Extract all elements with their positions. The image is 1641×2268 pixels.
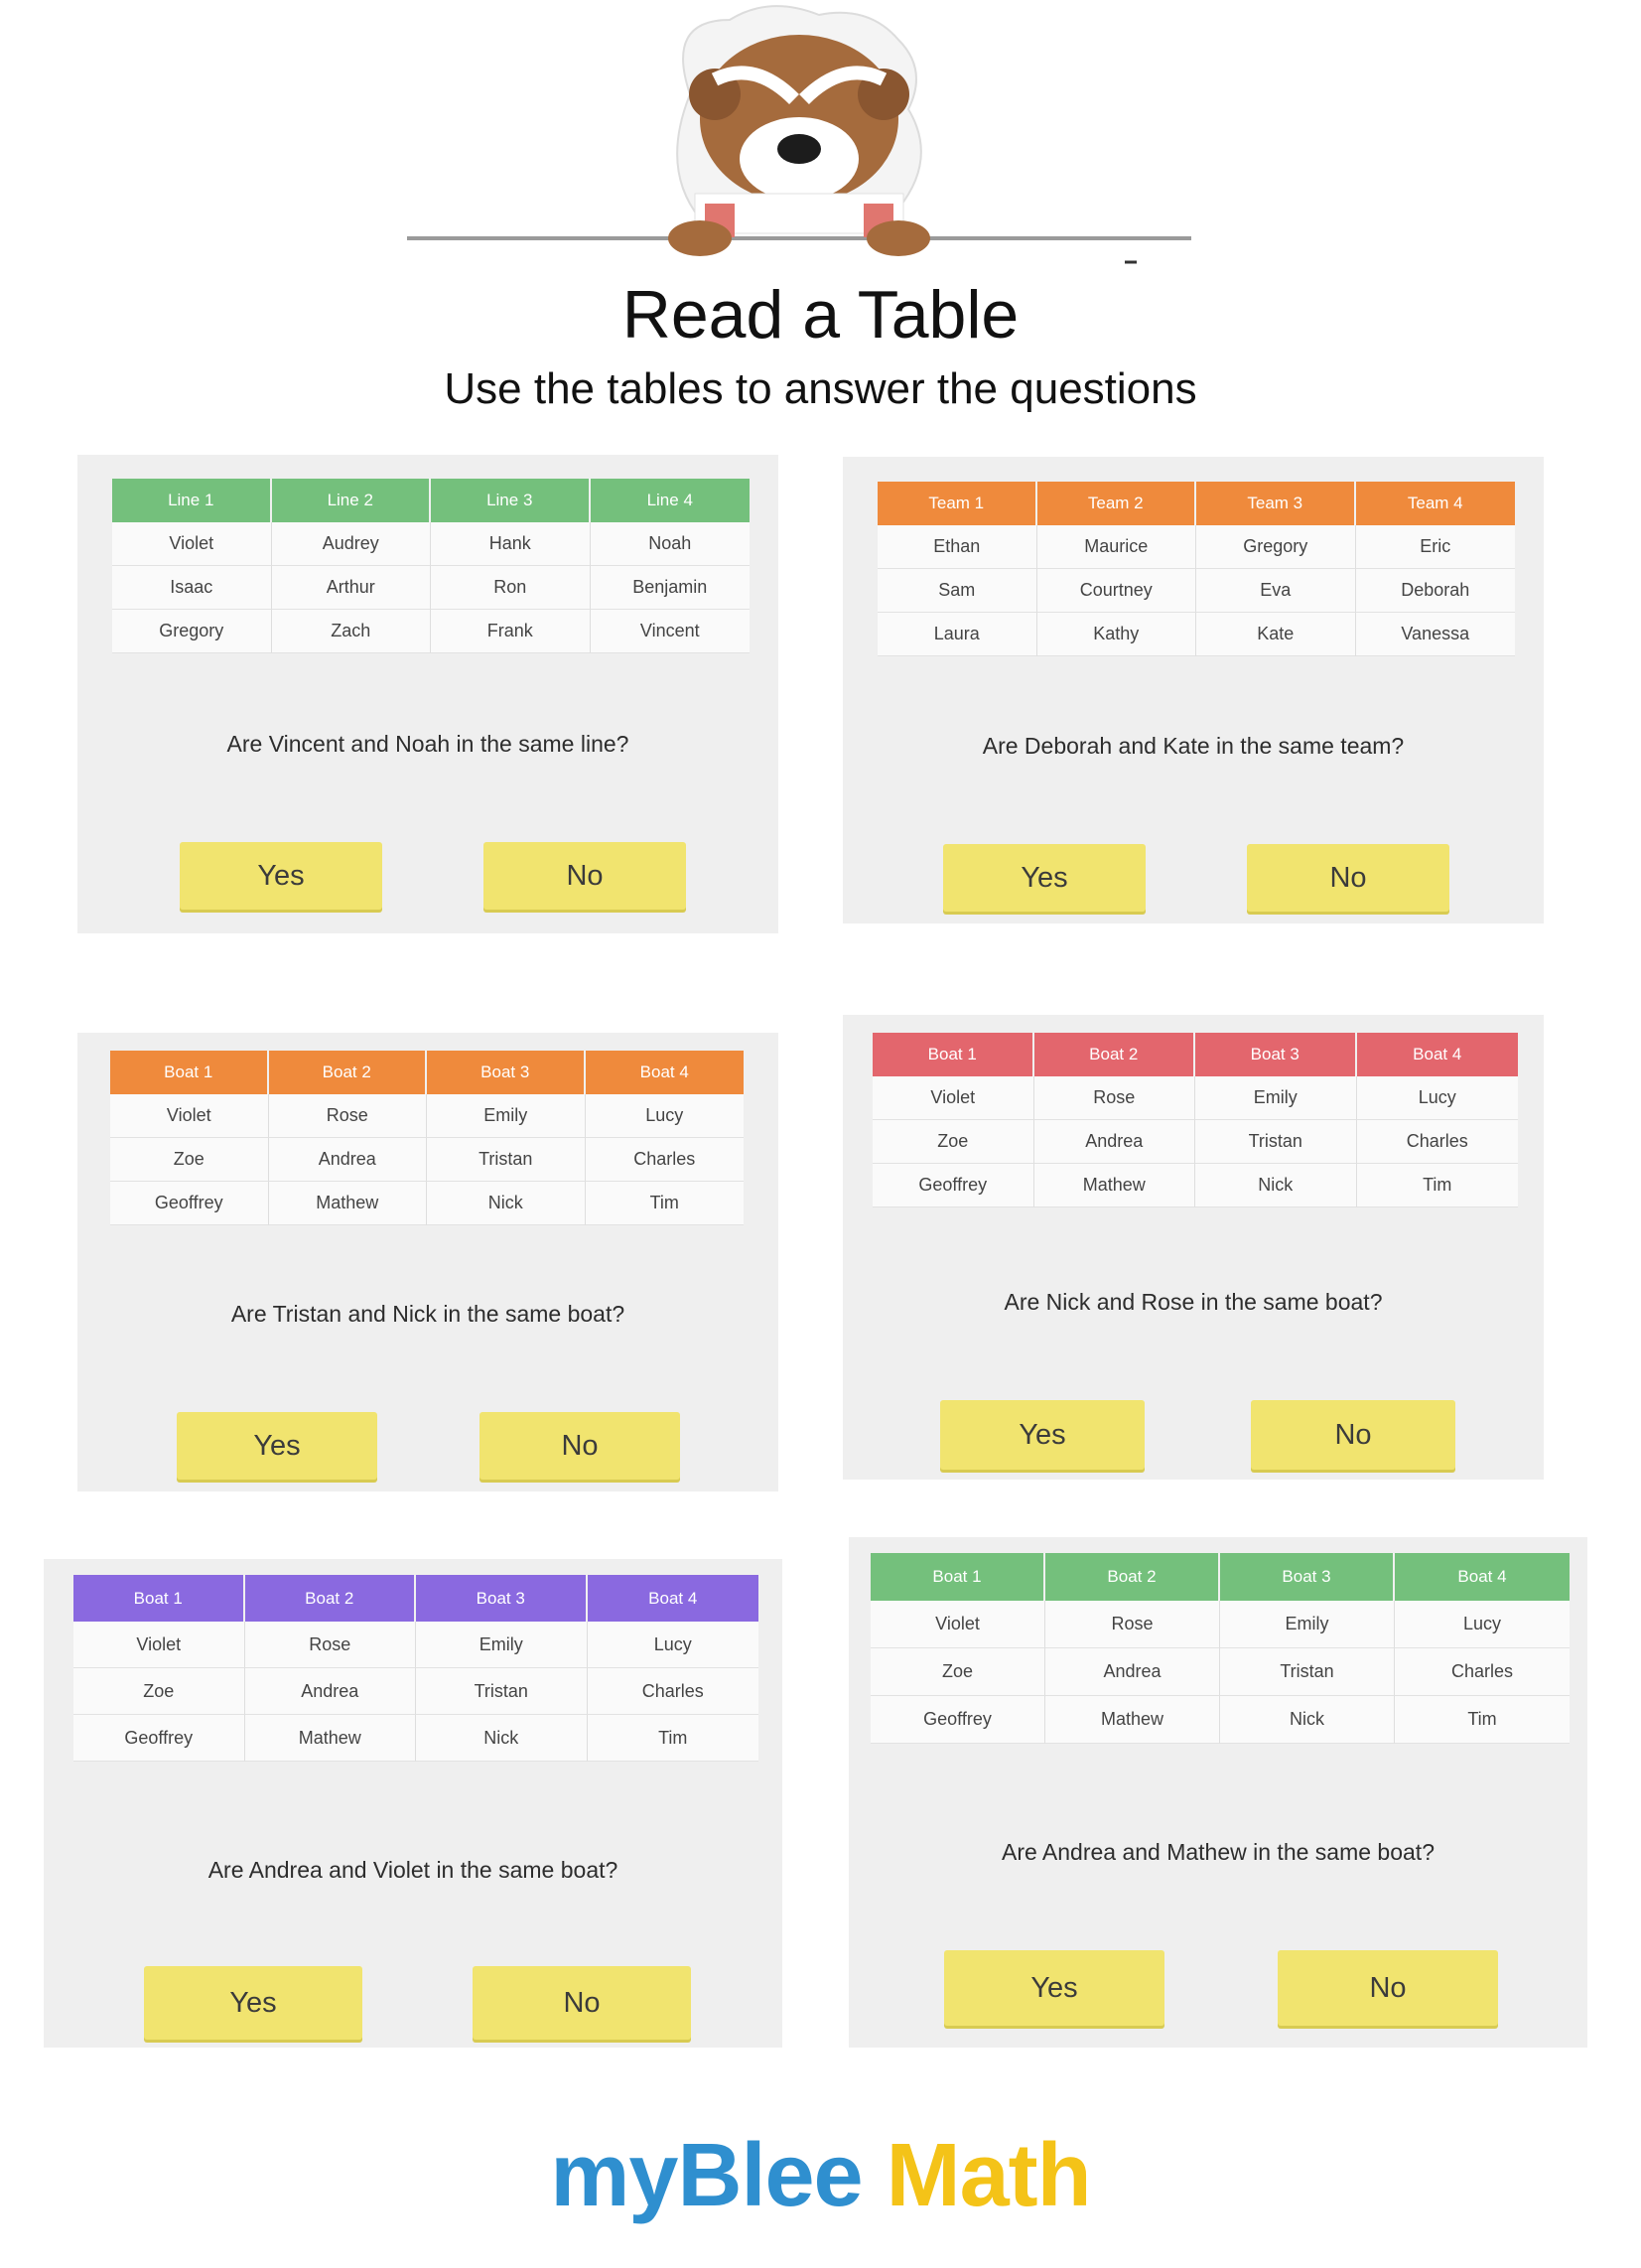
yes-button[interactable]: Yes	[180, 842, 382, 910]
brand-logo-myblee: myBlee	[550, 2126, 863, 2225]
table-cell: Violet	[871, 1601, 1045, 1648]
table-cell: Geoffrey	[110, 1182, 269, 1225]
table-cell: Nick	[1220, 1696, 1395, 1744]
table-header: Boat 3	[1220, 1553, 1395, 1601]
no-button[interactable]: No	[479, 1412, 680, 1480]
table-header: Boat 2	[1045, 1553, 1220, 1601]
table-cell: Nick	[427, 1182, 586, 1225]
table-cell: Mathew	[269, 1182, 428, 1225]
table-cell: Emily	[416, 1622, 588, 1668]
table-cell: Vincent	[591, 610, 751, 653]
table-cell: Benjamin	[591, 566, 751, 610]
table-header: Boat 3	[416, 1575, 588, 1622]
table-header: Boat 3	[1195, 1033, 1357, 1076]
question-text: Are Tristan and Nick in the same boat?	[230, 1301, 625, 1327]
table-cell: Zoe	[110, 1138, 269, 1182]
names-table	[110, 1051, 744, 1225]
table-cell: Arthur	[272, 566, 432, 610]
yes-button[interactable]: Yes	[940, 1400, 1145, 1470]
table-cell: Andrea	[1045, 1648, 1220, 1696]
table-cell: Rose	[1045, 1601, 1220, 1648]
table-cell: Lucy	[586, 1094, 745, 1138]
table-cell: Geoffrey	[871, 1696, 1045, 1744]
table-header: Boat 4	[1357, 1033, 1519, 1076]
table-header: Team 4	[1356, 482, 1516, 525]
table-cell: Ron	[431, 566, 591, 610]
table-cell: Gregory	[112, 610, 272, 653]
names-table	[112, 479, 750, 653]
no-button[interactable]: No	[1247, 844, 1449, 912]
table-cell: Vanessa	[1356, 613, 1516, 656]
yes-button[interactable]: Yes	[944, 1950, 1164, 2026]
table-cell: Charles	[1395, 1648, 1570, 1696]
table-cell: Mathew	[245, 1715, 417, 1762]
table-cell: Emily	[1195, 1076, 1357, 1120]
table-cell: Emily	[427, 1094, 586, 1138]
table-cell: Andrea	[245, 1668, 417, 1715]
table-header: Boat 3	[427, 1051, 586, 1094]
table-cell: Tim	[1357, 1164, 1519, 1207]
table-cell: Violet	[112, 522, 272, 566]
no-button[interactable]: No	[1251, 1400, 1455, 1470]
question-panel-2	[843, 457, 1544, 923]
table-cell: Noah	[591, 522, 751, 566]
table-cell: Violet	[73, 1622, 245, 1668]
brand-logo	[0, 2126, 1641, 2225]
table-cell: Lucy	[1357, 1076, 1519, 1120]
table-cell: Courtney	[1037, 569, 1197, 613]
table-cell: Eric	[1356, 525, 1516, 569]
table-cell: Tristan	[416, 1668, 588, 1715]
question-panel-5	[44, 1559, 782, 2048]
table-cell: Lucy	[1395, 1601, 1570, 1648]
table-cell: Zach	[272, 610, 432, 653]
table-header: Boat 1	[871, 1553, 1045, 1601]
table-cell: Tim	[1395, 1696, 1570, 1744]
table-cell: Lucy	[588, 1622, 759, 1668]
question-text: Are Vincent and Noah in the same line?	[226, 731, 629, 757]
table-cell: Geoffrey	[73, 1715, 245, 1762]
table-cell: Zoe	[73, 1668, 245, 1715]
question-text: Are Andrea and Violet in the same boat?	[207, 1857, 618, 1883]
table-cell: Maurice	[1037, 525, 1197, 569]
table-cell: Tristan	[1220, 1648, 1395, 1696]
table-header: Line 2	[272, 479, 432, 522]
table-cell: Isaac	[112, 566, 272, 610]
table-header: Boat 2	[269, 1051, 428, 1094]
question-text: Are Andrea and Mathew in the same boat?	[1001, 1839, 1435, 1865]
table-cell: Audrey	[272, 522, 432, 566]
table-cell: Andrea	[269, 1138, 428, 1182]
table-cell: Rose	[245, 1622, 417, 1668]
table-cell: Tim	[588, 1715, 759, 1762]
table-header: Line 4	[591, 479, 751, 522]
table-cell: Zoe	[873, 1120, 1034, 1164]
yes-button[interactable]: Yes	[177, 1412, 377, 1480]
table-cell: Frank	[431, 610, 591, 653]
table-cell: Kathy	[1037, 613, 1197, 656]
table-header: Boat 4	[1395, 1553, 1570, 1601]
brand-logo-math: Math	[886, 2126, 1091, 2225]
question-text: Are Deborah and Kate in the same team?	[982, 733, 1405, 759]
table-header: Boat 2	[1034, 1033, 1196, 1076]
bear-mascot	[402, 0, 1196, 270]
question-panel-3	[77, 1033, 778, 1491]
table-header: Line 3	[431, 479, 591, 522]
table-cell: Violet	[110, 1094, 269, 1138]
question-panel-4	[843, 1015, 1544, 1480]
table-header: Team 3	[1196, 482, 1356, 525]
no-button[interactable]: No	[1278, 1950, 1498, 2026]
table-cell: Sam	[878, 569, 1037, 613]
table-cell: Andrea	[1034, 1120, 1196, 1164]
table-cell: Tim	[586, 1182, 745, 1225]
names-table	[873, 1033, 1518, 1207]
yes-button[interactable]: Yes	[144, 1966, 362, 2040]
table-cell: Tristan	[427, 1138, 586, 1182]
table-cell: Ethan	[878, 525, 1037, 569]
no-button[interactable]: No	[473, 1966, 691, 2040]
question-panel-6	[849, 1537, 1587, 2048]
page-title: Read a Table	[621, 277, 1020, 353]
question-text: Are Nick and Rose in the same boat?	[1004, 1289, 1383, 1315]
table-cell: Rose	[1034, 1076, 1196, 1120]
table-cell: Zoe	[871, 1648, 1045, 1696]
table-header: Boat 1	[110, 1051, 269, 1094]
table-header: Boat 4	[588, 1575, 759, 1622]
table-cell: Emily	[1220, 1601, 1395, 1648]
table-cell: Laura	[878, 613, 1037, 656]
table-header: Team 2	[1037, 482, 1197, 525]
yes-button[interactable]: Yes	[943, 844, 1146, 912]
table-cell: Geoffrey	[873, 1164, 1034, 1207]
names-table	[878, 482, 1515, 656]
table-cell: Rose	[269, 1094, 428, 1138]
table-cell: Mathew	[1034, 1164, 1196, 1207]
no-button[interactable]: No	[483, 842, 686, 910]
table-cell: Kate	[1196, 613, 1356, 656]
table-header: Boat 1	[873, 1033, 1034, 1076]
table-cell: Nick	[416, 1715, 588, 1762]
table-header: Boat 4	[586, 1051, 745, 1094]
table-cell: Eva	[1196, 569, 1356, 613]
page-subtitle: Use the tables to answer the questions	[444, 364, 1197, 413]
names-table	[871, 1553, 1570, 1744]
table-cell: Nick	[1195, 1164, 1357, 1207]
table-header: Team 1	[878, 482, 1037, 525]
question-panel-1	[77, 455, 778, 933]
table-cell: Tristan	[1195, 1120, 1357, 1164]
table-header: Line 1	[112, 479, 272, 522]
table-cell: Gregory	[1196, 525, 1356, 569]
names-table	[73, 1575, 758, 1762]
table-cell: Charles	[588, 1668, 759, 1715]
table-header: Boat 2	[245, 1575, 417, 1622]
table-cell: Charles	[1357, 1120, 1519, 1164]
table-cell: Hank	[431, 522, 591, 566]
table-cell: Mathew	[1045, 1696, 1220, 1744]
table-cell: Violet	[873, 1076, 1034, 1120]
table-header: Boat 1	[73, 1575, 245, 1622]
table-cell: Deborah	[1356, 569, 1516, 613]
table-cell: Charles	[586, 1138, 745, 1182]
